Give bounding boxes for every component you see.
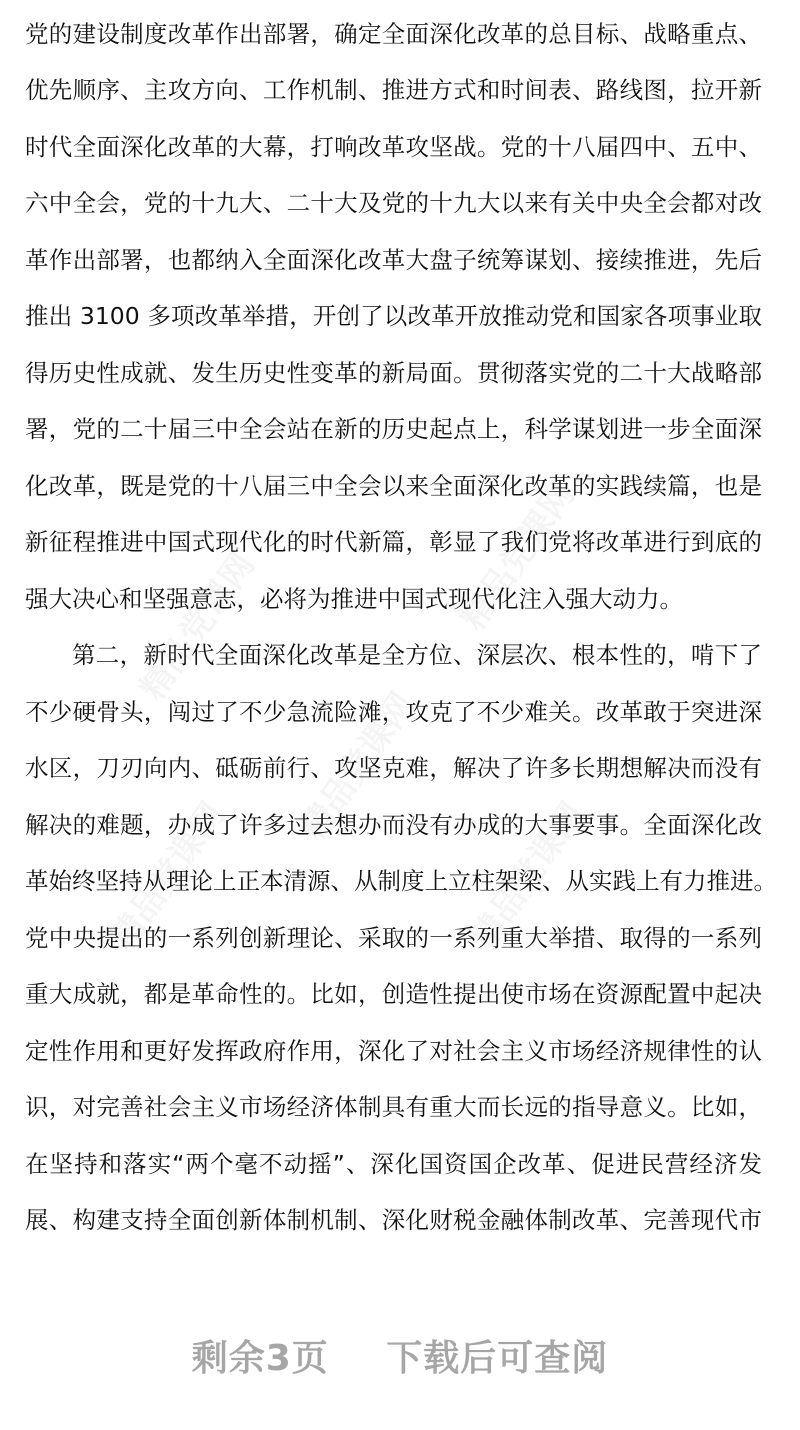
text-line: 化改革，既是党的十八届三中全会以来全面深化改革的实践续篇，也是 (25, 472, 762, 500)
text-line: 水区，刀刃向内、砥砺前行、攻坚克难，解决了许多长期想解决而没有 (25, 754, 762, 782)
text-line: 展、构建支持全面创新体制机制、深化财税金融体制改革、完善现代市 (25, 1206, 762, 1234)
text-line: 得历史性成就、发生历史性变革的新局面。贯彻落实党的二十大战略部 (25, 359, 762, 387)
text-line: 新征程推进中国式现代化的时代新篇，彰显了我们党将改革进行到底的 (25, 528, 762, 556)
text-line: 定性作用和更好发挥政府作用，深化了对社会主义市场经济规律性的认 (25, 1037, 762, 1065)
text-line: 识，对完善社会主义市场经济体制具有重大而长远的指导意义。比如， (25, 1093, 762, 1121)
text-line: 不少硬骨头，闯过了不少急流险滩，攻克了不少难关。改革敢于突进深 (25, 698, 762, 726)
text-line: 强大决心和坚强意志，必将为推进中国式现代化注入强大动力。 (25, 585, 683, 613)
download-hint-label: 下载后可查阅 (386, 1338, 609, 1379)
text-line: 革作出部署，也都纳入全面深化改革大盘子统筹谋划、接续推进，先后 (25, 246, 762, 274)
text-line: 在坚持和落实“两个毫不动摇”、深化国资国企改革、促进民营经济发 (25, 1150, 762, 1178)
text-line: 党中央提出的一系列创新理论、采取的一系列重大举措、取得的一系列 (25, 924, 762, 952)
text-line: 党的建设制度改革作出部署，确定全面深化改革的总目标、战略重点、 (25, 20, 762, 48)
text-line: 时代全面深化改革的大幕，打响改革攻坚战。党的十八届四中、五中、 (25, 133, 762, 161)
text-line: 解决的难题，办成了许多过去想办而没有办成的大事要事。全面深化改 (25, 811, 762, 839)
text-line: 推出 3100 多项改革举措，开创了以改革开放推动党和国家各项事业取 (25, 302, 762, 330)
text-line: 六中全会，党的十九大、二十大及党的十九大以来有关中央全会都对改 (25, 189, 762, 217)
text-line: 革始终坚持从理论上正本清源、从制度上立柱架梁、从实践上有力推进。 (25, 867, 777, 895)
download-prompt[interactable] (0, 1330, 800, 1381)
text-line: 重大成就，都是革命性的。比如，创造性提出使市场在资源配置中起决 (25, 980, 762, 1008)
text-line: 署，党的二十届三中全会站在新的历史起点上，科学谋划进一步全面深 (25, 415, 762, 443)
paragraph-start-line: 第二，新时代全面深化改革是全方位、深层次、根本性的，啃下了 (72, 641, 762, 669)
watermark (126, 541, 264, 708)
text-line: 优先顺序、主攻方向、工作机制、推进方式和时间表、路线图，拉开新 (25, 76, 762, 104)
remaining-pages-label: 剩余3页 (191, 1338, 329, 1379)
